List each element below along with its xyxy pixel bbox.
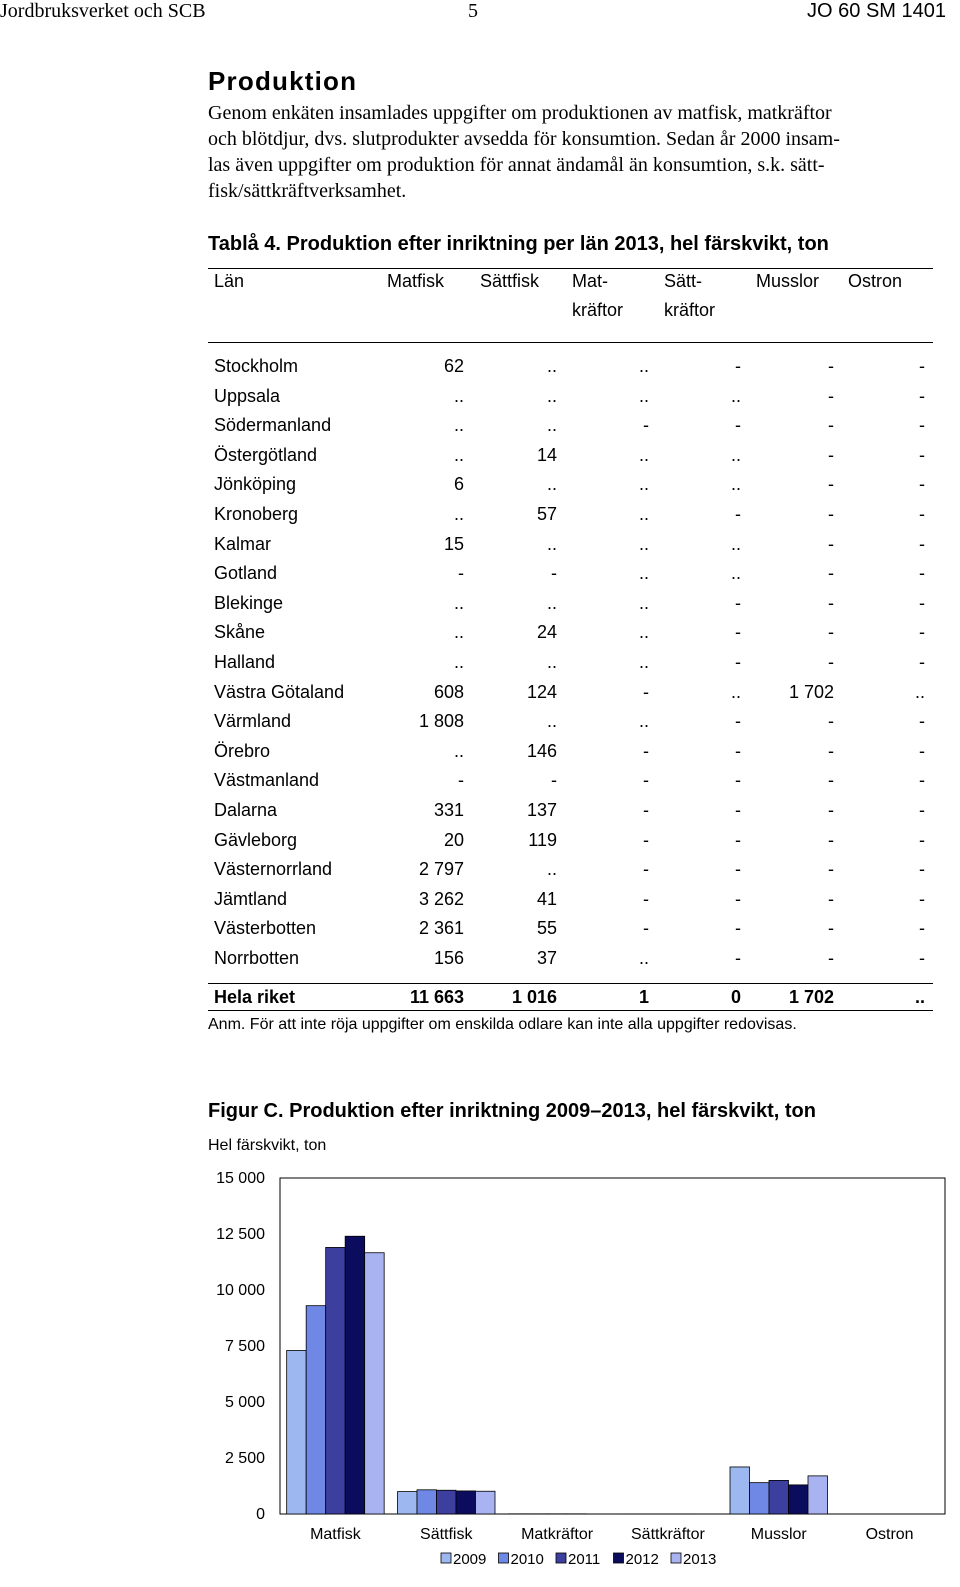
cell-ostron: .. xyxy=(914,681,925,702)
cell-musslor: - xyxy=(828,770,834,791)
cell-matfisk: .. xyxy=(453,415,464,436)
legend-label: 2012 xyxy=(625,1551,659,1568)
cell-sattfisk: 41 xyxy=(536,888,557,909)
column-header-sattkraftor-line2: kräftor xyxy=(664,300,716,320)
cell-ostron: - xyxy=(919,799,925,820)
cell-matfisk: 3 262 xyxy=(418,888,464,909)
cell-musslor: - xyxy=(828,592,834,613)
cell-sattkraftor: .. xyxy=(730,533,741,554)
bar xyxy=(750,1483,770,1514)
cell-sattkraftor: - xyxy=(735,651,741,672)
y-tick-label: 10 000 xyxy=(216,1282,265,1299)
figure-caption: Figur C. Produktion efter inriktning 2009–2013, hel färskvikt, ton xyxy=(208,1100,816,1122)
cell-lan: Dalarna xyxy=(214,799,278,820)
cell-musslor: - xyxy=(828,474,834,495)
cell-matfisk: 2 797 xyxy=(418,859,464,880)
cell-musslor: - xyxy=(828,563,834,584)
cell-musslor: - xyxy=(828,740,834,761)
page-number: 5 xyxy=(468,0,478,22)
cell-sattkraftor: .. xyxy=(730,444,741,465)
cell-sattfisk: .. xyxy=(546,859,557,880)
cell-musslor: - xyxy=(828,385,834,406)
total-musslor: 1 702 xyxy=(788,987,834,1007)
cell-ostron: - xyxy=(919,533,925,554)
bar xyxy=(365,1253,385,1514)
column-header-ostron: Ostron xyxy=(848,271,903,291)
cell-matkraftor: - xyxy=(643,918,649,939)
cell-musslor: - xyxy=(828,859,834,880)
cell-ostron: - xyxy=(919,918,925,939)
cell-musslor: - xyxy=(828,622,834,643)
cell-musslor: - xyxy=(828,918,834,939)
bar xyxy=(306,1306,326,1514)
cell-sattkraftor: - xyxy=(735,829,741,850)
cell-sattkraftor: - xyxy=(735,947,741,968)
cell-lan: Kronoberg xyxy=(214,503,299,524)
cell-sattkraftor: - xyxy=(735,503,741,524)
cell-lan: Örebro xyxy=(214,740,271,761)
cell-matkraftor: .. xyxy=(638,592,649,613)
cell-lan: Västernorrland xyxy=(214,859,333,880)
bar xyxy=(730,1467,750,1514)
total-ostron: .. xyxy=(914,987,925,1007)
cell-lan: Blekinge xyxy=(214,592,284,613)
cell-lan: Jönköping xyxy=(214,474,297,495)
column-header-matfisk: Matfisk xyxy=(387,271,445,291)
cell-musslor: - xyxy=(828,356,834,376)
cell-musslor: 1 702 xyxy=(788,681,834,702)
cell-sattkraftor: .. xyxy=(730,563,741,584)
column-header-matkraftor: Mat- xyxy=(572,271,608,291)
cell-sattfisk: .. xyxy=(546,474,557,495)
total-label: Hela riket xyxy=(214,987,296,1007)
x-category-label: Musslor xyxy=(750,1526,807,1543)
cell-sattfisk: 137 xyxy=(526,799,557,820)
cell-musslor: - xyxy=(828,503,834,524)
cell-sattkraftor: - xyxy=(735,592,741,613)
cell-ostron: - xyxy=(919,592,925,613)
cell-matkraftor: - xyxy=(643,681,649,702)
cell-sattfisk: .. xyxy=(546,651,557,672)
cell-matfisk: 608 xyxy=(433,681,464,702)
cell-sattfisk: 124 xyxy=(526,681,557,702)
cell-lan: Västmanland xyxy=(214,770,320,791)
cell-ostron: - xyxy=(919,829,925,850)
section-title: Produktion xyxy=(208,66,358,96)
bar xyxy=(437,1490,457,1514)
paragraph-line: las även uppgifter om produktion för annat ändamål än konsumtion, s.k. sätt- xyxy=(208,154,825,176)
paragraph-line: Genom enkäten insamlades uppgifter om produktionen av matfisk, matkräftor xyxy=(208,102,832,124)
cell-matfisk: .. xyxy=(453,622,464,643)
cell-sattfisk: 119 xyxy=(528,829,557,850)
y-tick-label: 5 000 xyxy=(224,1394,265,1411)
total-sattfisk: 1 016 xyxy=(511,987,557,1007)
x-category-label: Matkräftor xyxy=(521,1526,594,1543)
cell-matkraftor: .. xyxy=(638,356,649,376)
cell-sattfisk: - xyxy=(551,770,557,791)
cell-sattkraftor: .. xyxy=(730,385,741,406)
cell-lan: Värmland xyxy=(214,711,292,732)
x-category-label: Sättkräftor xyxy=(631,1526,705,1543)
cell-ostron: - xyxy=(919,563,925,584)
cell-matkraftor: - xyxy=(643,799,649,820)
cell-matkraftor: .. xyxy=(638,503,649,524)
cell-matfisk: 156 xyxy=(433,947,464,968)
cell-musslor: - xyxy=(828,415,834,436)
legend-swatch xyxy=(671,1553,681,1563)
column-header-musslor: Musslor xyxy=(756,271,820,291)
cell-sattkraftor: - xyxy=(735,859,741,880)
legend-swatch xyxy=(441,1553,451,1563)
cell-matfisk: - xyxy=(458,770,464,791)
y-tick-label: 12 500 xyxy=(216,1226,265,1243)
cell-sattfisk: .. xyxy=(546,356,557,376)
column-header-matkraftor-line2: kräftor xyxy=(572,300,624,320)
cell-sattfisk: 14 xyxy=(536,444,557,465)
column-header-lan: Län xyxy=(214,271,245,291)
paragraph-line: fisk/sättkräftverksamhet. xyxy=(208,180,407,202)
cell-matkraftor: - xyxy=(643,888,649,909)
cell-musslor: - xyxy=(828,533,834,554)
cell-sattkraftor: - xyxy=(735,888,741,909)
cell-ostron: - xyxy=(919,415,925,436)
x-category-label: Matfisk xyxy=(310,1526,361,1543)
cell-lan: Kalmar xyxy=(214,533,272,554)
cell-sattkraftor: .. xyxy=(730,474,741,495)
cell-ostron: - xyxy=(919,474,925,495)
total-matkraftor: 1 xyxy=(638,987,649,1007)
cell-lan: Södermanland xyxy=(214,415,332,436)
cell-ostron: - xyxy=(919,444,925,465)
cell-lan: Halland xyxy=(214,651,276,672)
cell-matfisk: 1 808 xyxy=(418,711,464,732)
cell-sattfisk: .. xyxy=(546,385,557,406)
cell-matkraftor: - xyxy=(643,829,649,850)
cell-ostron: - xyxy=(919,859,925,880)
cell-sattfisk: 24 xyxy=(536,622,557,643)
cell-matfisk: 62 xyxy=(443,356,464,376)
cell-matfisk: 6 xyxy=(453,474,464,495)
cell-musslor: - xyxy=(828,829,834,850)
cell-matkraftor: - xyxy=(643,770,649,791)
cell-ostron: - xyxy=(919,770,925,791)
cell-lan: Stockholm xyxy=(214,356,299,376)
legend-label: 2013 xyxy=(683,1551,717,1568)
bar xyxy=(326,1247,346,1514)
cell-lan: Gotland xyxy=(214,563,278,584)
cell-matkraftor: .. xyxy=(638,533,649,554)
cell-ostron: - xyxy=(919,385,925,406)
cell-matkraftor: .. xyxy=(638,622,649,643)
cell-sattkraftor: - xyxy=(735,356,741,376)
cell-musslor: - xyxy=(828,711,834,732)
cell-matkraftor: .. xyxy=(638,947,649,968)
legend-swatch xyxy=(556,1553,566,1563)
bar xyxy=(789,1485,809,1514)
cell-matfisk: - xyxy=(458,563,464,584)
cell-ostron: - xyxy=(919,947,925,968)
cell-lan: Uppsala xyxy=(214,385,281,406)
cell-sattfisk: 55 xyxy=(536,918,557,939)
y-axis-unit-label: Hel färskvikt, ton xyxy=(208,1137,327,1154)
cell-lan: Norrbotten xyxy=(214,947,300,968)
bar xyxy=(769,1480,789,1514)
cell-matkraftor: .. xyxy=(638,651,649,672)
cell-sattkraftor: - xyxy=(735,711,741,732)
bar xyxy=(476,1491,496,1514)
cell-matkraftor: - xyxy=(643,859,649,880)
cell-matfisk: .. xyxy=(453,385,464,406)
y-tick-label: 7 500 xyxy=(224,1338,265,1355)
cell-sattfisk: 146 xyxy=(526,740,557,761)
bar xyxy=(808,1476,828,1514)
bar xyxy=(345,1236,365,1514)
column-header-sattfisk: Sättfisk xyxy=(480,271,540,291)
cell-matfisk: .. xyxy=(453,592,464,613)
cell-sattfisk: 37 xyxy=(536,947,557,968)
legend-swatch xyxy=(499,1553,509,1563)
legend-label: 2011 xyxy=(568,1551,601,1568)
cell-musslor: - xyxy=(828,444,834,465)
cell-sattkraftor: - xyxy=(735,918,741,939)
y-tick-label: 0 xyxy=(256,1506,265,1523)
cell-musslor: - xyxy=(828,947,834,968)
cell-lan: Jämtland xyxy=(214,888,288,909)
cell-ostron: - xyxy=(919,622,925,643)
legend-label: 2009 xyxy=(453,1551,487,1568)
cell-sattkraftor: - xyxy=(735,799,741,820)
cell-matfisk: 2 361 xyxy=(418,918,464,939)
cell-sattfisk: .. xyxy=(546,415,557,436)
x-category-label: Ostron xyxy=(865,1526,914,1543)
cell-lan: Skåne xyxy=(214,622,266,643)
cell-matkraftor: .. xyxy=(638,385,649,406)
cell-musslor: - xyxy=(828,888,834,909)
cell-ostron: - xyxy=(919,651,925,672)
total-sattkraftor: 0 xyxy=(730,987,741,1007)
cell-sattkraftor: - xyxy=(735,622,741,643)
cell-matfisk: 15 xyxy=(443,533,464,554)
table-caption: Tablå 4. Produktion efter inriktning per län 2013, hel färskvikt, ton xyxy=(208,233,829,255)
cell-sattfisk: .. xyxy=(546,533,557,554)
cell-sattfisk: .. xyxy=(546,592,557,613)
cell-ostron: - xyxy=(919,356,925,376)
cell-sattkraftor: - xyxy=(735,740,741,761)
cell-lan: Västra Götaland xyxy=(214,681,345,702)
cell-lan: Västerbotten xyxy=(214,918,317,939)
cell-matkraftor: - xyxy=(643,415,649,436)
column-header-sattkraftor: Sätt- xyxy=(664,271,703,291)
cell-matfisk: 20 xyxy=(443,829,464,850)
y-tick-label: 2 500 xyxy=(224,1450,265,1467)
cell-matkraftor: .. xyxy=(638,474,649,495)
cell-matfisk: .. xyxy=(453,503,464,524)
total-matfisk: 11 663 xyxy=(409,987,464,1007)
cell-sattkraftor: - xyxy=(735,770,741,791)
bar xyxy=(398,1492,418,1514)
cell-lan: Gävleborg xyxy=(214,829,298,850)
page-header-left: Jordbruksverket och SCB xyxy=(0,0,206,22)
cell-matfisk: .. xyxy=(453,651,464,672)
page-header-right: JO 60 SM 1401 xyxy=(807,0,946,22)
cell-matfisk: 331 xyxy=(433,799,464,820)
cell-matkraftor: .. xyxy=(638,711,649,732)
x-category-label: Sättfisk xyxy=(420,1526,473,1543)
cell-ostron: - xyxy=(919,888,925,909)
cell-lan: Östergötland xyxy=(214,444,318,465)
cell-matkraftor: .. xyxy=(638,563,649,584)
cell-matkraftor: .. xyxy=(638,444,649,465)
cell-ostron: - xyxy=(919,740,925,761)
bar xyxy=(417,1490,437,1514)
cell-sattkraftor: .. xyxy=(730,681,741,702)
table-note: Anm. För att inte röja uppgifter om enskilda odlare kan inte alla uppgifter redovisas. xyxy=(208,1016,797,1033)
bar xyxy=(456,1491,476,1514)
cell-matfisk: .. xyxy=(453,444,464,465)
legend-swatch xyxy=(614,1553,624,1563)
cell-sattfisk: - xyxy=(551,563,557,584)
paragraph-line: och blötdjur, dvs. slutprodukter avsedda för konsumtion. Sedan år 2000 insam- xyxy=(208,128,840,150)
cell-sattfisk: 57 xyxy=(536,503,557,524)
cell-matfisk: .. xyxy=(453,740,464,761)
cell-sattkraftor: - xyxy=(735,415,741,436)
legend-label: 2010 xyxy=(510,1551,544,1568)
bar xyxy=(287,1350,307,1514)
cell-ostron: - xyxy=(919,711,925,732)
cell-musslor: - xyxy=(828,651,834,672)
cell-sattfisk: .. xyxy=(546,711,557,732)
cell-matkraftor: - xyxy=(643,740,649,761)
cell-musslor: - xyxy=(828,799,834,820)
cell-ostron: - xyxy=(919,503,925,524)
y-tick-label: 15 000 xyxy=(216,1170,265,1187)
